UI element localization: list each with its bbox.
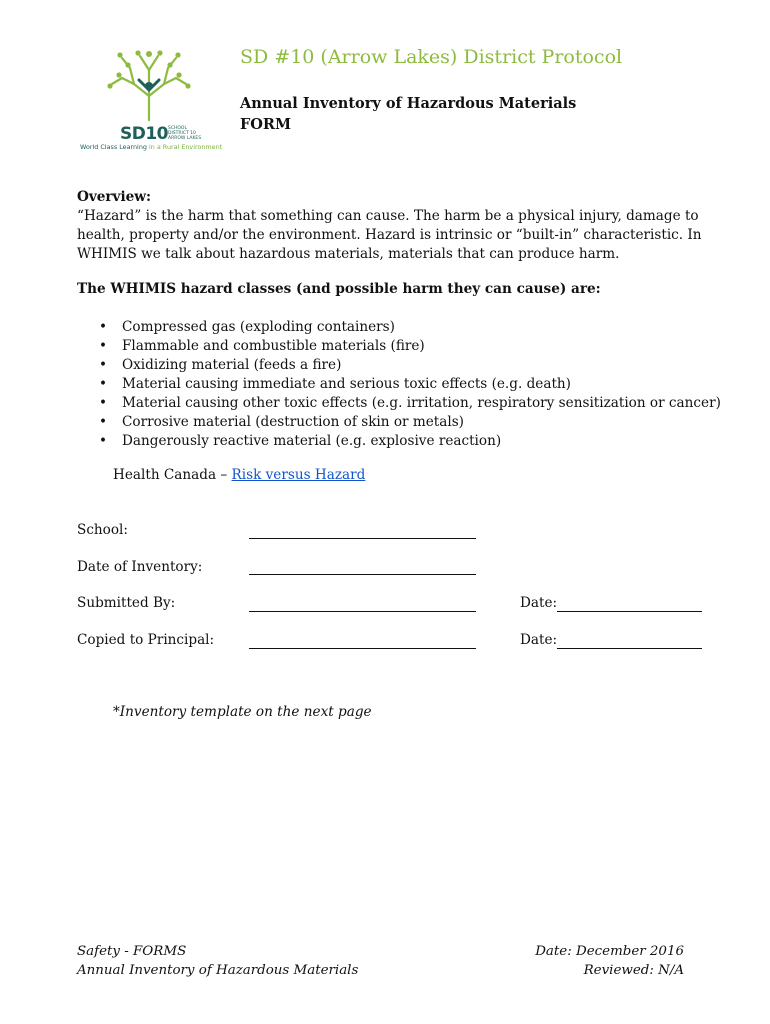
bullet-icon: • [99,433,108,449]
list-item [77,432,717,451]
list-item-text: Material causing other toxic effects (e.g. irritation, respiratory sensitization or cancer) [122,395,721,411]
bullet-icon: • [99,414,108,430]
copied-to-principal-field[interactable] [249,648,476,649]
submitted-date-field[interactable] [557,611,702,612]
submitted-by-label: Submitted By: [77,595,176,611]
logo-tagline [80,143,222,151]
subtitle-line-2: FORM [240,116,292,133]
template-note: *Inventory template on the next page [113,704,372,720]
list-item [77,394,721,413]
bullet-icon: • [99,357,108,373]
list-item-text: Material causing immediate and serious toxic effects (e.g. death) [122,376,571,392]
sd10-logo [74,44,224,156]
bullet-icon: • [99,376,108,392]
list-item [77,356,717,375]
copied-date-label: Date: [520,632,558,648]
logo-tagline-end: in a Rural Environment [148,143,223,151]
list-item [77,375,717,394]
copied-to-principal-label: Copied to Principal: [77,632,215,648]
reference-prefix: Health Canada – [113,467,232,483]
hazard-classes-list [77,318,721,451]
list-item-text: Oxidizing material (feeds a fire) [122,357,342,373]
subtitle-line-1: Annual Inventory of Hazardous Materials [240,95,577,112]
risk-versus-hazard-link[interactable]: Risk versus Hazard [231,467,366,483]
submitted-by-field[interactable] [249,611,476,612]
footer-reviewed: Reviewed: N/A [583,963,684,978]
date-of-inventory-field[interactable] [249,574,476,575]
tree-logo-icon [104,44,194,122]
footer-right [535,942,684,980]
school-label: School: [77,522,128,538]
footer-document-name: Annual Inventory of Hazardous Materials [77,963,359,978]
footer-left [77,942,358,980]
bullet-icon: • [99,338,108,354]
list-item-text: Compressed gas (exploding containers) [122,319,395,335]
logo-district-text: SCHOOL DISTRICT 10 ARROW LAKES [168,126,202,141]
list-item-text: Corrosive material (destruction of skin or metals) [122,414,464,430]
overview-paragraph: “Hazard” is the harm that something can cause. The harm be a physical injury, damage to health, property and/or the environment. Hazard is intrinsic or “built-in” characteristic. In WHIMIS we talk about hazardous materials, materials that can produce harm. [77,208,702,262]
date-of-inventory-label: Date of Inventory: [77,559,203,575]
submitted-date-label: Date: [520,595,558,611]
bullet-icon: • [99,319,108,335]
list-item [77,413,717,432]
logo-mark-text: SD10 [120,124,169,144]
list-item [77,318,717,337]
list-item [77,337,717,356]
list-item-text: Flammable and combustible materials (fire) [122,338,425,354]
copied-date-field[interactable] [557,648,702,649]
hazard-classes-heading: The WHIMIS hazard classes (and possible harm they can cause) are: [77,281,601,297]
school-field[interactable] [249,538,476,539]
footer-section: Safety - FORMS [77,944,187,959]
bullet-icon: • [99,395,108,411]
footer-date: Date: December 2016 [535,944,684,959]
overview-heading: Overview: [77,189,151,205]
health-canada-reference [113,467,365,483]
document-title: SD #10 (Arrow Lakes) District Protocol [240,46,623,68]
list-item-text: Dangerously reactive material (e.g. explosive reaction) [122,433,502,449]
logo-tagline-start: World Class Learning [80,143,147,151]
document-subtitle [240,93,576,135]
